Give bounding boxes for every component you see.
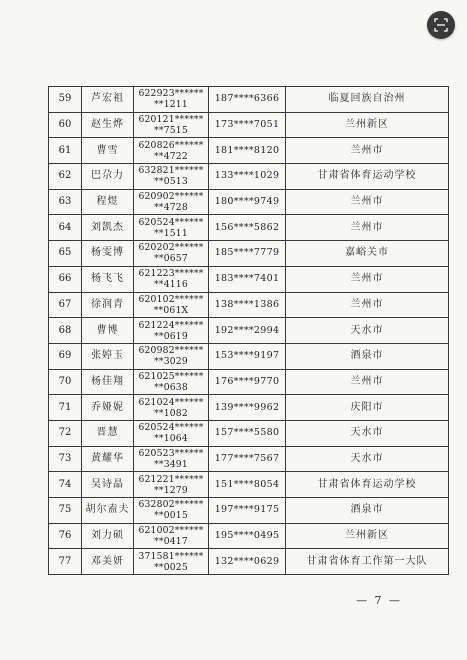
row-number: 68 — [49, 318, 82, 344]
phone-number: 156****5862 — [209, 215, 286, 241]
work-unit: 天水市 — [286, 420, 449, 446]
id-number-line1: 622923****** — [138, 88, 204, 100]
id-number-line1: 621024****** — [138, 396, 204, 408]
roster-table — [48, 86, 449, 575]
work-unit: 兰州新区 — [286, 523, 449, 549]
id-number — [134, 112, 209, 138]
id-number-line1: 621224****** — [138, 319, 204, 331]
table-row — [49, 241, 449, 267]
id-number-line1: 632802****** — [138, 499, 204, 511]
table-row — [49, 472, 449, 498]
id-number-line2: **4722 — [154, 150, 188, 162]
id-number-line2: **0619 — [154, 330, 188, 342]
work-unit: 天水市 — [286, 318, 449, 344]
table-row — [49, 189, 449, 215]
person-name: 程煜 — [82, 189, 134, 215]
id-number — [134, 138, 209, 164]
table-row — [49, 523, 449, 549]
person-name: 杨佳翔 — [82, 369, 134, 395]
id-number-line2: **0417 — [154, 536, 188, 548]
id-number-line2: **1064 — [154, 433, 188, 445]
person-name: 张婷玉 — [82, 343, 134, 369]
id-number — [134, 215, 209, 241]
phone-number: 192****2994 — [209, 318, 286, 344]
id-number-line2: **1279 — [154, 484, 188, 496]
scan-icon — [434, 18, 448, 32]
id-number — [134, 87, 209, 113]
id-number-line1: 621223****** — [138, 268, 204, 280]
row-number: 59 — [49, 87, 82, 113]
phone-number: 197****9175 — [209, 498, 286, 524]
id-number-line2: **061X — [153, 304, 189, 316]
row-number: 61 — [49, 138, 82, 164]
phone-number: 180****9749 — [209, 189, 286, 215]
id-number-line1: 621025****** — [138, 370, 204, 382]
id-number — [134, 549, 209, 575]
phone-number: 183****7401 — [209, 266, 286, 292]
row-number: 71 — [49, 395, 82, 421]
person-name: 胡尔盍夫 — [82, 498, 134, 524]
id-number-line2: **3491 — [154, 458, 188, 470]
person-name: 徐润青 — [82, 292, 134, 318]
table-row — [49, 343, 449, 369]
id-number-line2: **0015 — [154, 510, 188, 522]
id-number-line1: 621221****** — [138, 473, 204, 485]
id-number-line1: 620523****** — [138, 447, 204, 459]
id-number-line2: **0638 — [154, 381, 188, 393]
person-name: 曹雪 — [82, 138, 134, 164]
table-body — [49, 87, 449, 575]
id-number — [134, 343, 209, 369]
id-number — [134, 498, 209, 524]
id-number-line2: **1211 — [154, 99, 188, 111]
table-row — [49, 420, 449, 446]
id-number — [134, 369, 209, 395]
id-number — [134, 164, 209, 190]
row-number: 69 — [49, 343, 82, 369]
work-unit: 甘肃省体育工作第一大队 — [286, 549, 449, 575]
id-number-line1: 620982****** — [138, 345, 204, 357]
work-unit: 嘉峪关市 — [286, 241, 449, 267]
phone-number: 176****9770 — [209, 369, 286, 395]
table-row — [49, 87, 449, 113]
table-row — [49, 498, 449, 524]
phone-number: 139****9962 — [209, 395, 286, 421]
id-number — [134, 318, 209, 344]
row-number: 66 — [49, 266, 82, 292]
phone-number: 177****7567 — [209, 446, 286, 472]
work-unit: 甘肃省体育运动学校 — [286, 164, 449, 190]
id-number — [134, 241, 209, 267]
person-name: 黄耀华 — [82, 446, 134, 472]
table-row — [49, 164, 449, 190]
id-number — [134, 472, 209, 498]
id-number-line1: 620102****** — [138, 293, 204, 305]
id-number-line1: 632821****** — [138, 165, 204, 177]
phone-number: 133****1029 — [209, 164, 286, 190]
id-number — [134, 292, 209, 318]
person-name: 乔娅妮 — [82, 395, 134, 421]
phone-number: 132****0629 — [209, 549, 286, 575]
id-number-line1: 620524****** — [138, 216, 204, 228]
row-number: 67 — [49, 292, 82, 318]
phone-number: 138****1386 — [209, 292, 286, 318]
id-number-line2: **4116 — [154, 279, 188, 291]
id-number-line2: **0513 — [154, 176, 188, 188]
person-name: 芦宏祖 — [82, 87, 134, 113]
table-row — [49, 292, 449, 318]
row-number: 74 — [49, 472, 82, 498]
row-number: 77 — [49, 549, 82, 575]
id-number-line1: 620121****** — [138, 114, 204, 126]
row-number: 75 — [49, 498, 82, 524]
row-number: 72 — [49, 420, 82, 446]
work-unit: 兰州市 — [286, 292, 449, 318]
id-number-line1: 620524****** — [138, 422, 204, 434]
work-unit: 酒泉市 — [286, 498, 449, 524]
table-row — [49, 112, 449, 138]
phone-number: 181****8120 — [209, 138, 286, 164]
table-row — [49, 549, 449, 575]
id-number-line1: 371581****** — [138, 550, 204, 562]
id-number-line2: **0657 — [154, 253, 188, 265]
id-number — [134, 189, 209, 215]
id-number — [134, 446, 209, 472]
work-unit: 酒泉市 — [286, 343, 449, 369]
work-unit: 甘肃省体育运动学校 — [286, 472, 449, 498]
phone-number: 157****5580 — [209, 420, 286, 446]
person-name: 刘力硕 — [82, 523, 134, 549]
phone-number: 185****7779 — [209, 241, 286, 267]
id-number-line2: **0025 — [154, 561, 188, 573]
id-number-line2: **7515 — [154, 125, 188, 137]
scan-button[interactable] — [427, 11, 455, 39]
work-unit: 天水市 — [286, 446, 449, 472]
id-number-line1: 621002****** — [138, 525, 204, 537]
id-number-line2: **1511 — [154, 227, 188, 239]
person-name: 杨飞飞 — [82, 266, 134, 292]
person-name: 邓美妍 — [82, 549, 134, 575]
row-number: 76 — [49, 523, 82, 549]
id-number — [134, 395, 209, 421]
table-row — [49, 369, 449, 395]
id-number-line2: **3029 — [154, 356, 188, 368]
id-number — [134, 523, 209, 549]
row-number: 60 — [49, 112, 82, 138]
work-unit: 兰州市 — [286, 369, 449, 395]
person-name: 曹博 — [82, 318, 134, 344]
person-name: 杨雯博 — [82, 241, 134, 267]
table-row — [49, 446, 449, 472]
work-unit: 临夏回族自治州 — [286, 87, 449, 113]
id-number — [134, 266, 209, 292]
id-number-line1: 620826****** — [138, 139, 204, 151]
id-number-line1: 620902****** — [138, 191, 204, 203]
phone-number: 151****8054 — [209, 472, 286, 498]
person-name: 赵生烨 — [82, 112, 134, 138]
row-number: 73 — [49, 446, 82, 472]
row-number: 70 — [49, 369, 82, 395]
table-row — [49, 395, 449, 421]
work-unit: 兰州新区 — [286, 112, 449, 138]
row-number: 65 — [49, 241, 82, 267]
phone-number: 195****0495 — [209, 523, 286, 549]
work-unit: 兰州市 — [286, 138, 449, 164]
work-unit: 兰州市 — [286, 189, 449, 215]
id-number-line2: **1082 — [154, 407, 188, 419]
id-number — [134, 420, 209, 446]
row-number: 64 — [49, 215, 82, 241]
person-name: 刘凯杰 — [82, 215, 134, 241]
row-number: 63 — [49, 189, 82, 215]
table-row — [49, 138, 449, 164]
person-name: 巴尕力 — [82, 164, 134, 190]
person-name: 晋慧 — [82, 420, 134, 446]
id-number-line2: **4728 — [154, 202, 188, 214]
phone-number: 187****6366 — [209, 87, 286, 113]
phone-number: 173****7051 — [209, 112, 286, 138]
row-number: 62 — [49, 164, 82, 190]
table-row — [49, 318, 449, 344]
work-unit: 庆阳市 — [286, 395, 449, 421]
person-name: 吴诗晶 — [82, 472, 134, 498]
work-unit: 兰州市 — [286, 266, 449, 292]
table-row — [49, 266, 449, 292]
phone-number: 153****9197 — [209, 343, 286, 369]
page-number: — 7 — — [356, 594, 402, 607]
work-unit: 兰州市 — [286, 215, 449, 241]
id-number-line1: 620202****** — [138, 242, 204, 254]
table-row — [49, 215, 449, 241]
